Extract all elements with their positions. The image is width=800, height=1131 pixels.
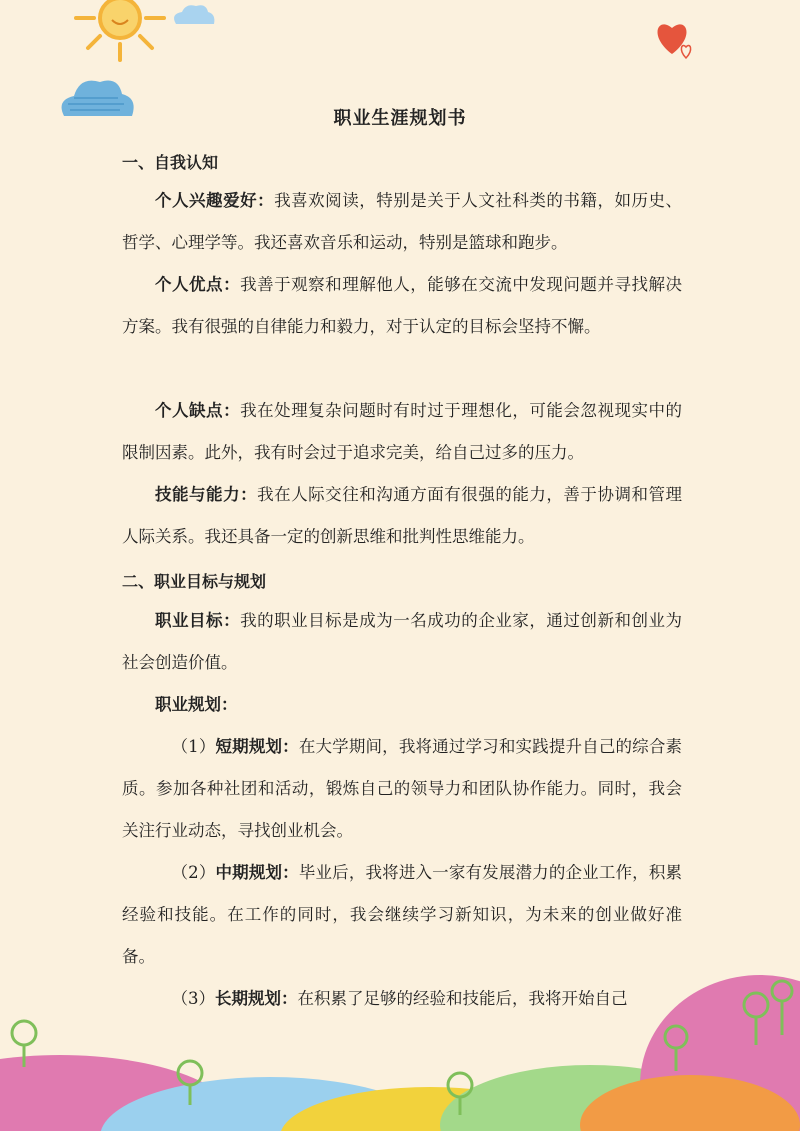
paragraph-label: 职业目标： — [155, 611, 241, 630]
page-title: 职业生涯规划书 — [333, 108, 467, 129]
paragraph-label: 个人缺点： — [155, 401, 241, 420]
paragraph-label: 短期规划： — [215, 737, 299, 756]
paragraph-label: 中期规划： — [215, 863, 299, 882]
paragraph-prefix: （1） — [171, 737, 216, 756]
paragraph-text: 毕业后，我将进入一家有发展潜力的企业工作，积累经验和技能。在工作的同时，我会继续学习新知识，为未来的创业做好准备。 — [122, 863, 683, 966]
paragraph-text: 我的职业目标是成为一名成功的企业家，通过创新和创业为社会创造价值。 — [122, 611, 683, 672]
paragraph — [122, 474, 682, 558]
paragraph-text: 我善于观察和理解他人，能够在交流中发现问题并寻找解决方案。我有很强的自律能力和毅力，对于认定的目标会坚持不懈。 — [122, 275, 683, 336]
paragraph — [122, 600, 682, 684]
paragraph-prefix: （3） — [171, 989, 215, 1008]
paragraph-label: 职业规划： — [155, 695, 238, 714]
paragraph-text: 在大学期间，我将通过学习和实践提升自己的综合素质。参加各种社团和活动，锻炼自己的领导力和团队协作能力。同时，我会关注行业动态，寻找创业机会。 — [122, 737, 683, 840]
paragraph-text: 在积累了足够的经验和技能后，我将开始自己 — [297, 989, 628, 1008]
paragraph — [122, 264, 682, 348]
paragraph-text: 我在人际交往和沟通方面有很强的能力，善于协调和管理人际关系。我还具备一定的创新思维和批判性思维能力。 — [122, 485, 683, 546]
paragraph-prefix: （2） — [171, 863, 216, 882]
paragraph — [122, 684, 682, 726]
paragraph-text: 我喜欢阅读，特别是关于人文社科类的书籍，如历史、哲学、心理学等。我还喜欢音乐和运动，特别是篮球和跑步。 — [122, 191, 683, 252]
paragraph — [122, 390, 682, 474]
paragraph-label: 个人兴趣爱好： — [155, 191, 275, 210]
paragraph — [122, 180, 682, 264]
paragraph — [122, 852, 682, 978]
section-heading: 二、职业目标与规划 — [122, 572, 267, 591]
paragraph — [122, 978, 682, 1020]
paragraph-label: 技能与能力： — [155, 485, 258, 504]
paragraph-label: 长期规划： — [215, 989, 298, 1008]
section-heading: 一、自我认知 — [122, 153, 219, 172]
paragraph — [122, 726, 682, 852]
paragraph-text: 我在处理复杂问题时有时过于理想化，可能会忽视现实中的限制因素。此外，我有时会过于追求完美，给自己过多的压力。 — [122, 401, 683, 462]
paragraph-label: 个人优点： — [155, 275, 241, 294]
